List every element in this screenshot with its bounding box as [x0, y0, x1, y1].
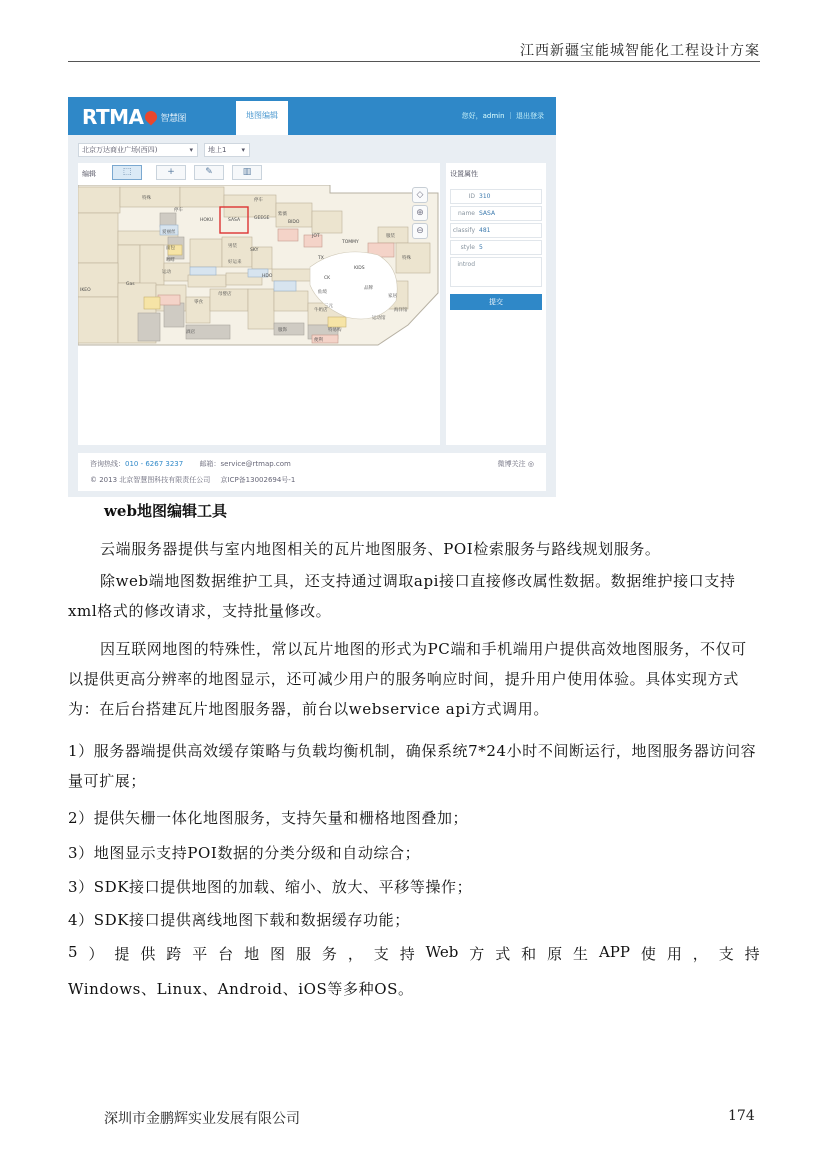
svg-text:紫薇: 紫薇 — [278, 212, 287, 217]
svg-text:家居: 家居 — [388, 294, 397, 299]
svg-text:品牌: 品牌 — [364, 286, 373, 291]
svg-text:男装: 男装 — [228, 244, 237, 249]
prop-row-introd[interactable]: introd — [450, 257, 542, 287]
zoom-out-button[interactable] — [412, 223, 428, 239]
map-panel — [78, 163, 440, 445]
svg-text:HOKU: HOKU — [200, 218, 214, 223]
prop-row-name[interactable]: name SASA — [450, 206, 542, 221]
pencil-icon: ✎ — [205, 167, 213, 177]
plus-icon: + — [167, 167, 175, 177]
svg-text:SASA: SASA — [228, 218, 241, 223]
svg-text:爱丽丝: 爱丽丝 — [162, 230, 176, 235]
logo: RTMA 智慧图 — [82, 105, 187, 129]
chevron-down-icon: ▾ — [241, 146, 245, 154]
zoom-in-icon: ⊕ — [416, 208, 424, 218]
svg-text:HDO: HDO — [262, 274, 273, 279]
svg-text:特易购: 特易购 — [328, 328, 342, 333]
svg-text:三元: 三元 — [324, 304, 333, 309]
chart-tool-button[interactable] — [232, 165, 262, 180]
chart-icon: ▥ — [242, 167, 252, 177]
submit-button[interactable]: 提交 — [450, 294, 542, 310]
list-item-6-cont: Windows、Linux、Android、iOS等多种OS。 — [68, 980, 414, 998]
list-item-2: 2）提供矢栅一体化地图服务，支持矢量和栅格地图叠加； — [68, 809, 469, 827]
svg-text:酒店: 酒店 — [186, 330, 195, 335]
svg-text:运动馆: 运动馆 — [372, 316, 386, 321]
app-top-bar — [68, 97, 556, 135]
list-item-1: 1）服务器端提供高效缓存策略与负载均衡机制，确保系统7*24小时不间断运行，地图服务器访问容量可扩展； — [68, 742, 757, 790]
select-tool-button[interactable] — [112, 165, 142, 180]
header-title: 江西新疆宝能城智能化工程设计方案 — [520, 43, 760, 59]
svg-text:牛奶店: 牛奶店 — [314, 308, 328, 313]
svg-text:便利: 便利 — [314, 338, 323, 343]
add-tool-button[interactable] — [156, 165, 186, 180]
zoom-in-button[interactable] — [412, 205, 428, 221]
svg-text:仙境: 仙境 — [318, 290, 327, 295]
paragraph-3: 因互联网地图的特殊性，常以瓦片地图的形式为PC端和手机端用户提供高效地图服务，不仅可以提供更高分辨率的地图显示，还可减少用户的服务响应时间，提升用户使用体验。具体实现方式为：在后台搭建瓦片地图服务器，前台以webservice api方式调用。 — [68, 640, 747, 718]
edit-toolbar — [78, 163, 440, 183]
prop-row-id[interactable]: ID 310 — [450, 189, 542, 204]
zoom-out-icon: ⊖ — [416, 226, 424, 236]
svg-text:SKY: SKY — [250, 248, 259, 253]
page-number: 174 — [728, 1108, 755, 1124]
weibo-follow[interactable]: 微博关注 ◎ — [497, 460, 534, 468]
svg-text:Gas: Gas — [126, 282, 135, 287]
screenshot-figure — [68, 97, 556, 497]
paragraph-1: 云端服务器提供与室内地图相关的瓦片地图服务、POI检索服务与路线规划服务。 — [100, 540, 661, 558]
floor-map-svg[interactable] — [78, 185, 440, 445]
svg-text:IKEO: IKEO — [80, 288, 91, 293]
select-icon: ⬚ — [122, 167, 132, 177]
svg-text:TX: TX — [318, 256, 324, 261]
svg-text:CK: CK — [324, 276, 331, 281]
svg-text:BIDO: BIDO — [288, 220, 300, 225]
chevron-down-icon: ▾ — [189, 146, 193, 154]
pin-icon — [142, 109, 159, 126]
figure-caption: web地图编辑工具 — [104, 502, 227, 520]
list-item-6: 5 ） 提 供 跨 平 台 地 图 服 务 ， 支 持 Web 方 式 和 原 生 APP 使 用 ， 支 持 — [68, 943, 760, 963]
svg-text:运动: 运动 — [162, 270, 171, 275]
properties-panel — [446, 163, 546, 445]
weibo-icon: ◎ — [527, 460, 534, 468]
email-link[interactable]: service@rtmap.com — [220, 460, 291, 468]
footer-company: 深圳市金鹏辉实业发展有限公司 — [104, 1111, 300, 1127]
svg-text:停车: 停车 — [254, 198, 263, 203]
edit-tool-button[interactable] — [194, 165, 224, 180]
svg-text:TOMMY: TOMMY — [342, 240, 359, 245]
svg-text:面包: 面包 — [166, 246, 175, 251]
svg-text:好运来: 好运来 — [228, 260, 242, 265]
svg-text:咖啡: 咖啡 — [166, 258, 175, 263]
svg-text:服装: 服装 — [386, 234, 395, 239]
list-item-4: 3）SDK接口提供地图的加载、缩小、放大、平移等操作； — [68, 878, 473, 896]
svg-text:母婴店: 母婴店 — [218, 292, 232, 297]
svg-text:服饰: 服饰 — [278, 328, 287, 333]
edit-label: 编辑 — [82, 170, 96, 178]
svg-text:KIDS: KIDS — [354, 266, 365, 271]
pan-icon: ◇ — [416, 190, 424, 200]
properties-title: 设置属性 — [450, 170, 478, 178]
paragraph-2: 除web端地图数据维护工具，还支持通过调取api接口直接修改属性数据。数据维护接口支持xml格式的修改请求，支持批量修改。 — [68, 572, 736, 620]
app-footer — [78, 453, 546, 491]
contact-line: 咨询热线：010 - 6267 3237 邮箱：service@rtmap.com — [90, 460, 291, 468]
mall-select[interactable]: 北京万达商业广场(西四) ▾ — [78, 143, 198, 157]
svg-text:停车: 停车 — [174, 208, 183, 213]
user-area[interactable]: 您好，admin ｜ 退出登录 — [461, 112, 544, 120]
svg-text:零食: 零食 — [194, 300, 203, 305]
prop-row-style[interactable]: style 5 — [450, 240, 542, 255]
floor-map[interactable] — [78, 185, 440, 445]
copyright-line: © 2013 北京智慧图科技有限责任公司 京ICP备13002694号-1 — [90, 476, 296, 484]
svg-text:特殊: 特殊 — [142, 196, 151, 201]
floor-select[interactable]: 地上1 ▾ — [204, 143, 250, 157]
list-item-3: 3）地图显示支持POI数据的分类分级和自动综合； — [68, 844, 421, 862]
list-item-5: 4）SDK接口提供离线地图下载和数据缓存功能； — [68, 911, 410, 929]
pan-control[interactable] — [412, 187, 428, 203]
svg-text:海洋馆: 海洋馆 — [394, 308, 408, 313]
svg-text:JOT: JOT — [312, 234, 320, 239]
svg-text:特殊: 特殊 — [402, 256, 411, 261]
page-header — [68, 40, 760, 62]
prop-row-classify[interactable]: classify 481 — [450, 223, 542, 238]
svg-text:GEEGE: GEEGE — [254, 216, 270, 221]
hotline: 010 - 6267 3237 — [125, 460, 184, 468]
tab-map-edit[interactable]: 地图编辑 — [236, 101, 288, 135]
